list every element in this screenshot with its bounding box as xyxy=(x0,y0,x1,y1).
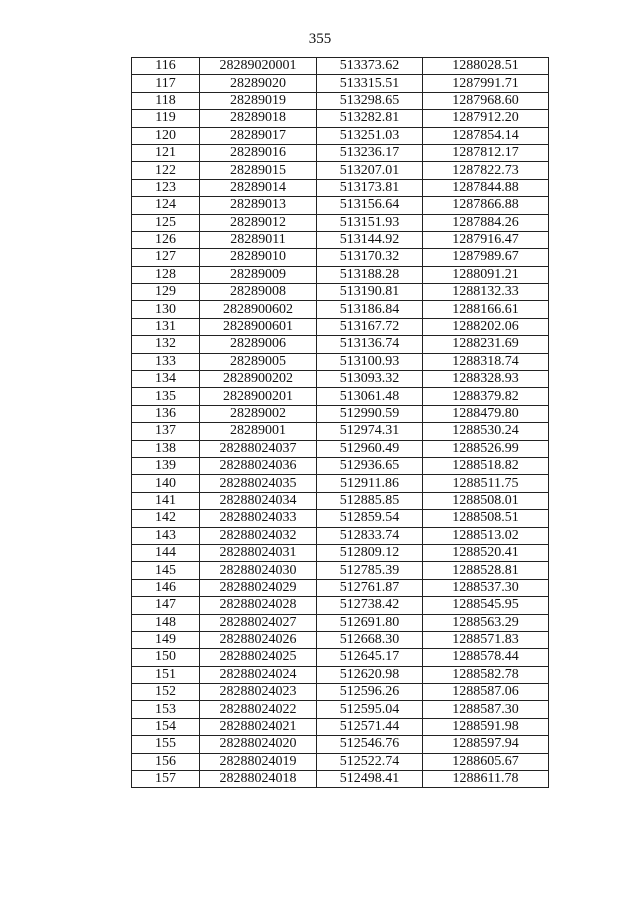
table-row xyxy=(132,92,549,109)
point-id-cell: 28289019 xyxy=(200,92,317,109)
point-id-cell: 28288024030 xyxy=(200,562,317,579)
point-id-cell: 28288024032 xyxy=(200,527,317,544)
x-coordinate-cell: 512620.98 xyxy=(317,666,423,683)
point-id-cell: 2828900602 xyxy=(200,301,317,318)
table-row xyxy=(132,510,549,527)
table-row xyxy=(132,562,549,579)
y-coordinate-cell: 1288520.41 xyxy=(423,544,549,561)
x-coordinate-cell: 513251.03 xyxy=(317,127,423,144)
point-number-cell: 139 xyxy=(132,457,200,474)
point-id-cell: 28288024023 xyxy=(200,684,317,701)
point-number-cell: 151 xyxy=(132,666,200,683)
point-id-cell: 28289012 xyxy=(200,214,317,231)
table-row xyxy=(132,666,549,683)
point-id-cell: 28289016 xyxy=(200,144,317,161)
x-coordinate-cell: 513144.92 xyxy=(317,231,423,248)
point-number-cell: 141 xyxy=(132,492,200,509)
x-coordinate-cell: 512859.54 xyxy=(317,510,423,527)
table-row xyxy=(132,597,549,614)
y-coordinate-cell: 1288518.82 xyxy=(423,457,549,474)
table-row xyxy=(132,440,549,457)
point-id-cell: 28289009 xyxy=(200,266,317,283)
y-coordinate-cell: 1287912.20 xyxy=(423,110,549,127)
point-number-cell: 144 xyxy=(132,544,200,561)
x-coordinate-cell: 513188.28 xyxy=(317,266,423,283)
y-coordinate-cell: 1288202.06 xyxy=(423,318,549,335)
point-number-cell: 133 xyxy=(132,353,200,370)
x-coordinate-cell: 512936.65 xyxy=(317,457,423,474)
point-id-cell: 2828900601 xyxy=(200,318,317,335)
table-row xyxy=(132,353,549,370)
point-id-cell: 28288024033 xyxy=(200,510,317,527)
point-number-cell: 122 xyxy=(132,162,200,179)
point-number-cell: 129 xyxy=(132,284,200,301)
point-number-cell: 121 xyxy=(132,144,200,161)
x-coordinate-cell: 513156.64 xyxy=(317,197,423,214)
x-coordinate-cell: 513207.01 xyxy=(317,162,423,179)
x-coordinate-cell: 513170.32 xyxy=(317,249,423,266)
point-number-cell: 152 xyxy=(132,684,200,701)
point-id-cell: 28289006 xyxy=(200,336,317,353)
y-coordinate-cell: 1287844.88 xyxy=(423,179,549,196)
x-coordinate-cell: 513100.93 xyxy=(317,353,423,370)
point-id-cell: 28289020 xyxy=(200,75,317,92)
point-id-cell: 28288024020 xyxy=(200,736,317,753)
point-id-cell: 28289013 xyxy=(200,197,317,214)
point-number-cell: 120 xyxy=(132,127,200,144)
table-row xyxy=(132,631,549,648)
table-row xyxy=(132,475,549,492)
point-number-cell: 125 xyxy=(132,214,200,231)
y-coordinate-cell: 1287989.67 xyxy=(423,249,549,266)
y-coordinate-cell: 1288582.78 xyxy=(423,666,549,683)
point-id-cell: 28289017 xyxy=(200,127,317,144)
x-coordinate-cell: 512645.17 xyxy=(317,649,423,666)
y-coordinate-cell: 1288537.30 xyxy=(423,579,549,596)
table-row xyxy=(132,336,549,353)
point-number-cell: 142 xyxy=(132,510,200,527)
table-row xyxy=(132,144,549,161)
table-body xyxy=(132,58,549,788)
point-number-cell: 128 xyxy=(132,266,200,283)
x-coordinate-cell: 513373.62 xyxy=(317,58,423,75)
x-coordinate-cell: 513167.72 xyxy=(317,318,423,335)
point-number-cell: 136 xyxy=(132,405,200,422)
y-coordinate-cell: 1288578.44 xyxy=(423,649,549,666)
table-row xyxy=(132,457,549,474)
table-row xyxy=(132,649,549,666)
point-number-cell: 117 xyxy=(132,75,200,92)
y-coordinate-cell: 1287822.73 xyxy=(423,162,549,179)
x-coordinate-cell: 513315.51 xyxy=(317,75,423,92)
point-id-cell: 28289015 xyxy=(200,162,317,179)
x-coordinate-cell: 512911.86 xyxy=(317,475,423,492)
point-number-cell: 140 xyxy=(132,475,200,492)
y-coordinate-cell: 1287916.47 xyxy=(423,231,549,248)
x-coordinate-cell: 512974.31 xyxy=(317,423,423,440)
point-number-cell: 116 xyxy=(132,58,200,75)
table-row xyxy=(132,736,549,753)
point-number-cell: 126 xyxy=(132,231,200,248)
table-row xyxy=(132,179,549,196)
x-coordinate-cell: 512885.85 xyxy=(317,492,423,509)
x-coordinate-cell: 512522.74 xyxy=(317,753,423,770)
point-id-cell: 28289014 xyxy=(200,179,317,196)
table-row xyxy=(132,162,549,179)
y-coordinate-cell: 1288479.80 xyxy=(423,405,549,422)
point-number-cell: 123 xyxy=(132,179,200,196)
point-number-cell: 127 xyxy=(132,249,200,266)
point-number-cell: 135 xyxy=(132,388,200,405)
x-coordinate-cell: 513282.81 xyxy=(317,110,423,127)
x-coordinate-cell: 513136.74 xyxy=(317,336,423,353)
y-coordinate-cell: 1287884.26 xyxy=(423,214,549,231)
y-coordinate-cell: 1287991.71 xyxy=(423,75,549,92)
y-coordinate-cell: 1288511.75 xyxy=(423,475,549,492)
point-id-cell: 28289001 xyxy=(200,423,317,440)
point-id-cell: 28289010 xyxy=(200,249,317,266)
point-id-cell: 28289018 xyxy=(200,110,317,127)
point-number-cell: 150 xyxy=(132,649,200,666)
point-number-cell: 154 xyxy=(132,718,200,735)
point-id-cell: 2828900201 xyxy=(200,388,317,405)
y-coordinate-cell: 1287812.17 xyxy=(423,144,549,161)
y-coordinate-cell: 1287866.88 xyxy=(423,197,549,214)
y-coordinate-cell: 1288091.21 xyxy=(423,266,549,283)
point-number-cell: 153 xyxy=(132,701,200,718)
point-id-cell: 28288024022 xyxy=(200,701,317,718)
point-id-cell: 28289008 xyxy=(200,284,317,301)
y-coordinate-cell: 1288563.29 xyxy=(423,614,549,631)
point-id-cell: 28288024037 xyxy=(200,440,317,457)
y-coordinate-cell: 1288545.95 xyxy=(423,597,549,614)
point-number-cell: 134 xyxy=(132,371,200,388)
table-row xyxy=(132,388,549,405)
point-id-cell: 28288024036 xyxy=(200,457,317,474)
x-coordinate-cell: 512738.42 xyxy=(317,597,423,614)
table-row xyxy=(132,771,549,788)
table-row xyxy=(132,527,549,544)
x-coordinate-cell: 512546.76 xyxy=(317,736,423,753)
table-row xyxy=(132,58,549,75)
y-coordinate-cell: 1288028.51 xyxy=(423,58,549,75)
x-coordinate-cell: 512668.30 xyxy=(317,631,423,648)
point-number-cell: 119 xyxy=(132,110,200,127)
table-row xyxy=(132,266,549,283)
x-coordinate-cell: 512785.39 xyxy=(317,562,423,579)
y-coordinate-cell: 1288508.01 xyxy=(423,492,549,509)
point-number-cell: 138 xyxy=(132,440,200,457)
y-coordinate-cell: 1288231.69 xyxy=(423,336,549,353)
point-number-cell: 124 xyxy=(132,197,200,214)
point-number-cell: 149 xyxy=(132,631,200,648)
x-coordinate-cell: 513061.48 xyxy=(317,388,423,405)
table-row xyxy=(132,405,549,422)
table-row xyxy=(132,684,549,701)
y-coordinate-cell: 1288328.93 xyxy=(423,371,549,388)
x-coordinate-cell: 512761.87 xyxy=(317,579,423,596)
table-row xyxy=(132,75,549,92)
point-id-cell: 28288024026 xyxy=(200,631,317,648)
point-number-cell: 157 xyxy=(132,771,200,788)
point-number-cell: 118 xyxy=(132,92,200,109)
x-coordinate-cell: 512833.74 xyxy=(317,527,423,544)
y-coordinate-cell: 1288318.74 xyxy=(423,353,549,370)
y-coordinate-cell: 1288513.02 xyxy=(423,527,549,544)
table-row xyxy=(132,284,549,301)
y-coordinate-cell: 1288605.67 xyxy=(423,753,549,770)
point-id-cell: 28288024021 xyxy=(200,718,317,735)
y-coordinate-cell: 1287854.14 xyxy=(423,127,549,144)
x-coordinate-cell: 512595.04 xyxy=(317,701,423,718)
x-coordinate-cell: 513236.17 xyxy=(317,144,423,161)
x-coordinate-cell: 512691.80 xyxy=(317,614,423,631)
table-row xyxy=(132,110,549,127)
point-id-cell: 28288024029 xyxy=(200,579,317,596)
table-row xyxy=(132,249,549,266)
point-number-cell: 137 xyxy=(132,423,200,440)
x-coordinate-cell: 513173.81 xyxy=(317,179,423,196)
point-id-cell: 28288024027 xyxy=(200,614,317,631)
table-row xyxy=(132,127,549,144)
point-id-cell: 28288024034 xyxy=(200,492,317,509)
table-row xyxy=(132,371,549,388)
point-id-cell: 28288024024 xyxy=(200,666,317,683)
point-number-cell: 156 xyxy=(132,753,200,770)
table-row xyxy=(132,318,549,335)
y-coordinate-cell: 1288597.94 xyxy=(423,736,549,753)
point-id-cell: 28288024025 xyxy=(200,649,317,666)
table-row xyxy=(132,197,549,214)
x-coordinate-cell: 512498.41 xyxy=(317,771,423,788)
y-coordinate-cell: 1287968.60 xyxy=(423,92,549,109)
point-number-cell: 145 xyxy=(132,562,200,579)
point-id-cell: 28289011 xyxy=(200,231,317,248)
y-coordinate-cell: 1288611.78 xyxy=(423,771,549,788)
point-number-cell: 131 xyxy=(132,318,200,335)
x-coordinate-cell: 513093.32 xyxy=(317,371,423,388)
table-row xyxy=(132,423,549,440)
point-id-cell: 28289020001 xyxy=(200,58,317,75)
x-coordinate-cell: 512596.26 xyxy=(317,684,423,701)
y-coordinate-cell: 1288132.33 xyxy=(423,284,549,301)
table-row xyxy=(132,231,549,248)
x-coordinate-cell: 513151.93 xyxy=(317,214,423,231)
y-coordinate-cell: 1288508.51 xyxy=(423,510,549,527)
page-number: 355 xyxy=(308,31,332,47)
point-id-cell: 28288024018 xyxy=(200,771,317,788)
point-number-cell: 130 xyxy=(132,301,200,318)
table-row xyxy=(132,614,549,631)
point-id-cell: 2828900202 xyxy=(200,371,317,388)
table-row xyxy=(132,544,549,561)
y-coordinate-cell: 1288530.24 xyxy=(423,423,549,440)
y-coordinate-cell: 1288587.30 xyxy=(423,701,549,718)
table-row xyxy=(132,579,549,596)
point-number-cell: 143 xyxy=(132,527,200,544)
point-number-cell: 132 xyxy=(132,336,200,353)
y-coordinate-cell: 1288379.82 xyxy=(423,388,549,405)
x-coordinate-cell: 513190.81 xyxy=(317,284,423,301)
y-coordinate-cell: 1288591.98 xyxy=(423,718,549,735)
y-coordinate-cell: 1288526.99 xyxy=(423,440,549,457)
table-row xyxy=(132,701,549,718)
coordinates-table xyxy=(131,57,549,788)
point-id-cell: 28288024019 xyxy=(200,753,317,770)
point-id-cell: 28288024028 xyxy=(200,597,317,614)
table-row xyxy=(132,718,549,735)
y-coordinate-cell: 1288587.06 xyxy=(423,684,549,701)
x-coordinate-cell: 512571.44 xyxy=(317,718,423,735)
x-coordinate-cell: 512960.49 xyxy=(317,440,423,457)
y-coordinate-cell: 1288571.83 xyxy=(423,631,549,648)
point-number-cell: 147 xyxy=(132,597,200,614)
point-number-cell: 148 xyxy=(132,614,200,631)
point-number-cell: 155 xyxy=(132,736,200,753)
y-coordinate-cell: 1288166.61 xyxy=(423,301,549,318)
table-row xyxy=(132,753,549,770)
point-id-cell: 28288024031 xyxy=(200,544,317,561)
x-coordinate-cell: 512990.59 xyxy=(317,405,423,422)
point-id-cell: 28288024035 xyxy=(200,475,317,492)
table-row xyxy=(132,301,549,318)
point-id-cell: 28289005 xyxy=(200,353,317,370)
point-number-cell: 146 xyxy=(132,579,200,596)
x-coordinate-cell: 513298.65 xyxy=(317,92,423,109)
x-coordinate-cell: 513186.84 xyxy=(317,301,423,318)
table-row xyxy=(132,214,549,231)
table-row xyxy=(132,492,549,509)
x-coordinate-cell: 512809.12 xyxy=(317,544,423,561)
y-coordinate-cell: 1288528.81 xyxy=(423,562,549,579)
point-id-cell: 28289002 xyxy=(200,405,317,422)
